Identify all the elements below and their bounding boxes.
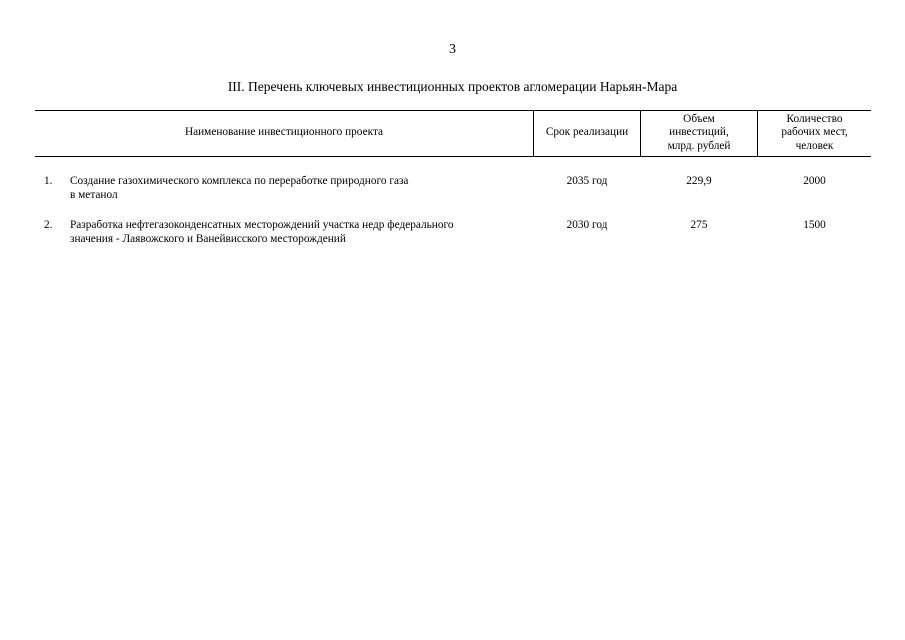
page-number: 3: [449, 42, 456, 57]
project-name: Создание газохимического комплекса по переработке природного газа в метанол: [70, 175, 409, 201]
project-term: 2035 год: [566, 175, 608, 187]
project-investment: 229,9: [686, 175, 712, 187]
row-number: 1.: [44, 175, 53, 187]
row-number: 2.: [44, 219, 53, 231]
project-jobs: 1500: [803, 219, 826, 231]
project-investment: 275: [690, 219, 708, 231]
project-term: 2030 год: [566, 219, 608, 231]
project-jobs: 2000: [803, 175, 826, 187]
header-term: Срок реализации: [545, 126, 629, 139]
header-project-name: Наименование инвестиционного проекта: [184, 126, 384, 139]
table-header-rule: [35, 156, 871, 157]
project-name: Разработка нефтегазоконденсатных месторождений участка недр федерального значения - Лаявожского и Ванейвисского месторождений: [70, 219, 454, 245]
section-title: III. Перечень ключевых инвестиционных проектов агломерации Нарьян-Мара: [227, 79, 678, 94]
header-jobs: Количество рабочих мест, человек: [781, 112, 848, 152]
header-investment: Объем инвестиций, млрд. рублей: [667, 112, 731, 152]
